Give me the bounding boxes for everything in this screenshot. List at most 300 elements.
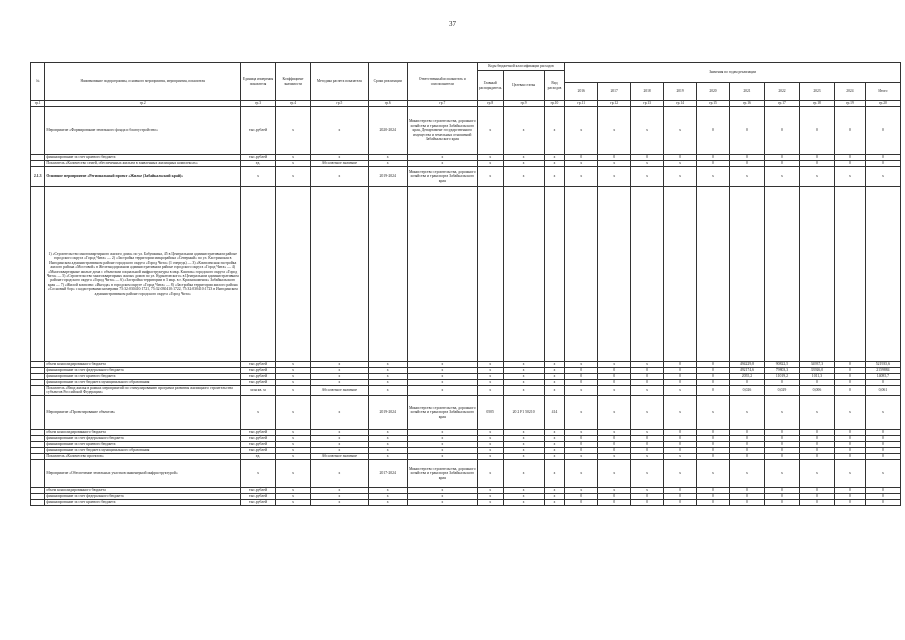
row-value: 0 bbox=[697, 107, 730, 155]
row-term: 2019-2024 bbox=[368, 395, 407, 429]
row-vr: х bbox=[544, 487, 565, 493]
header-col-number: гр.5 bbox=[311, 101, 369, 107]
header-term: Сроки реализации bbox=[368, 63, 407, 101]
header-year: 2018 bbox=[631, 83, 664, 101]
header-col-number: гр.11 bbox=[565, 101, 598, 107]
row-name: финансирование за счет краевого бюджета bbox=[45, 499, 241, 505]
row-value: 0 bbox=[565, 499, 598, 505]
row-name: финансирование за счет федерального бюджета bbox=[45, 493, 241, 499]
row-value: х bbox=[598, 395, 631, 429]
row-section: х bbox=[503, 362, 544, 368]
row-value: 0 bbox=[565, 368, 598, 374]
row-method: х bbox=[311, 441, 369, 447]
row-name: Мероприятие «Формирование земельного фонда и благоустройство» bbox=[45, 107, 241, 155]
row-value: х bbox=[565, 386, 598, 396]
row-coef: х bbox=[276, 374, 311, 380]
row-value: 0 bbox=[729, 493, 764, 499]
row-vr: х bbox=[544, 374, 565, 380]
table-row bbox=[31, 107, 901, 155]
row-term: х bbox=[368, 435, 407, 441]
row-method: х bbox=[311, 499, 369, 505]
row-section: х bbox=[503, 459, 544, 487]
row-value: 0,006 bbox=[799, 386, 834, 396]
header-year: 2017 bbox=[598, 83, 631, 101]
row-value: 0 bbox=[729, 380, 764, 386]
row-value: 0 bbox=[664, 499, 697, 505]
row-value: 0 bbox=[834, 374, 865, 380]
header-year: 2024 bbox=[834, 83, 865, 101]
row-method: х bbox=[311, 155, 369, 161]
row-value: 0 bbox=[834, 380, 865, 386]
header-col-number: гр.7 bbox=[407, 101, 477, 107]
row-coef: х bbox=[276, 459, 311, 487]
row-value: х bbox=[865, 395, 900, 429]
row-executor: х bbox=[407, 487, 477, 493]
row-value: 0 bbox=[799, 380, 834, 386]
row-executor: х bbox=[407, 429, 477, 435]
row-value: х bbox=[799, 167, 834, 187]
row-method: х bbox=[311, 435, 369, 441]
row-section: х bbox=[503, 161, 544, 167]
row-value: 494229,8 bbox=[729, 362, 764, 368]
row-value: 0 bbox=[799, 161, 834, 167]
table-header bbox=[31, 63, 901, 107]
row-value: 0 bbox=[764, 107, 799, 155]
row-value: х bbox=[631, 459, 664, 487]
row-value: 0 bbox=[865, 155, 900, 161]
row-value: х bbox=[565, 453, 598, 459]
row-value: 521935,6 bbox=[865, 362, 900, 368]
row-value: 0 bbox=[834, 155, 865, 161]
row-value: 0 bbox=[697, 155, 730, 161]
row-value: 0 bbox=[565, 441, 598, 447]
row-value: х bbox=[598, 167, 631, 187]
row-value: х bbox=[631, 161, 664, 167]
row-value: х bbox=[729, 459, 764, 487]
header-year: 2019 bbox=[664, 83, 697, 101]
row-executor: Министерство строительства, дорожного хозяйства и транспорта Забайкальского края bbox=[407, 395, 477, 429]
row-unit: тыс.рублей bbox=[241, 447, 276, 453]
row-value: х bbox=[565, 161, 598, 167]
row-value: х bbox=[865, 167, 900, 187]
row-executor: Министерство строительства, дорожного хозяйства и транспорта Забайкальского края bbox=[407, 459, 477, 487]
header-col-number: гр.13 bbox=[631, 101, 664, 107]
row-value: х bbox=[631, 453, 664, 459]
row-term: х bbox=[368, 362, 407, 368]
row-term: х bbox=[368, 441, 407, 447]
row-term: х bbox=[368, 374, 407, 380]
row-value: 0 bbox=[631, 380, 664, 386]
row-value: 0 bbox=[631, 447, 664, 453]
row-vr: х bbox=[544, 161, 565, 167]
row-section: х bbox=[503, 493, 544, 499]
header-values: Значения по годам реализации bbox=[565, 63, 901, 83]
row-term: 2019-2024 bbox=[368, 167, 407, 187]
row-value: 0 bbox=[598, 441, 631, 447]
header-name: Наименование подпрограммы, основного мероприятия, мероприятия, показателя bbox=[45, 63, 241, 101]
row-section: х bbox=[503, 453, 544, 459]
row-name: финансирование за счет краевого бюджета bbox=[45, 374, 241, 380]
page-number: 37 bbox=[449, 20, 456, 28]
row-value: 0 bbox=[729, 429, 764, 435]
row-value: 0 bbox=[565, 435, 598, 441]
row-value: х bbox=[598, 453, 631, 459]
row-term: х bbox=[368, 487, 407, 493]
row-method: х bbox=[311, 107, 369, 155]
row-value: 0 bbox=[799, 107, 834, 155]
table-body-text bbox=[31, 187, 901, 362]
row-value: 0 bbox=[697, 374, 730, 380]
header-unit: Единица измерения показателя bbox=[241, 63, 276, 101]
row-value: х bbox=[664, 161, 697, 167]
row-value: 0 bbox=[865, 493, 900, 499]
header-col-number: гр.14 bbox=[664, 101, 697, 107]
row-value: 0 bbox=[799, 493, 834, 499]
header-col-number: гр.12 bbox=[598, 101, 631, 107]
row-value: 0 bbox=[664, 374, 697, 380]
row-value: х bbox=[697, 167, 730, 187]
row-value: 0 bbox=[764, 441, 799, 447]
row-value: 0 bbox=[729, 499, 764, 505]
row-value: 0 bbox=[631, 368, 664, 374]
row-vr: х bbox=[544, 435, 565, 441]
row-method: х bbox=[311, 167, 369, 187]
row-value: 0 bbox=[598, 155, 631, 161]
row-value: 0 bbox=[764, 493, 799, 499]
row-value: 0 bbox=[865, 453, 900, 459]
row-value: 0 bbox=[697, 429, 730, 435]
row-value: х bbox=[764, 395, 799, 429]
row-grbs: 0505 bbox=[477, 395, 503, 429]
row-value: 0 bbox=[834, 386, 865, 396]
row-value: х bbox=[598, 386, 631, 396]
row-value: 0 bbox=[664, 380, 697, 386]
row-value: 0 bbox=[598, 374, 631, 380]
row-method: Абсолютное значение bbox=[311, 161, 369, 167]
row-grbs: х bbox=[477, 447, 503, 453]
row-value: 0 bbox=[865, 380, 900, 386]
row-vr: х bbox=[544, 380, 565, 386]
row-method: Абсолютное значение bbox=[311, 386, 369, 396]
row-value: 0 bbox=[834, 362, 865, 368]
row-value: 0 bbox=[834, 435, 865, 441]
row-number bbox=[31, 386, 45, 396]
row-unit: тыс.рублей bbox=[241, 493, 276, 499]
row-value: 0 bbox=[729, 453, 764, 459]
row-coef: х bbox=[276, 386, 311, 396]
header-col-number: гр.20 bbox=[865, 101, 900, 107]
row-grbs: х bbox=[477, 161, 503, 167]
row-value: 0 bbox=[664, 429, 697, 435]
row-value: 0 bbox=[865, 429, 900, 435]
row-value: х bbox=[834, 395, 865, 429]
row-value: х bbox=[664, 459, 697, 487]
row-value: х bbox=[631, 386, 664, 396]
row-value: 0 bbox=[697, 435, 730, 441]
row-value: 0 bbox=[764, 453, 799, 459]
row-value: 0 bbox=[764, 487, 799, 493]
row-section: х bbox=[503, 499, 544, 505]
row-value: 0 bbox=[697, 441, 730, 447]
row-number bbox=[31, 459, 45, 487]
header-vr: Вид расходов bbox=[544, 71, 565, 101]
header-col-number: гр.16 bbox=[729, 101, 764, 107]
row-value: 2055,2 bbox=[729, 374, 764, 380]
row-name: объем консолидированного бюджета bbox=[45, 429, 241, 435]
table-row bbox=[31, 499, 901, 505]
row-value: 0 bbox=[764, 429, 799, 435]
row-value: 0 bbox=[865, 435, 900, 441]
row-grbs: х bbox=[477, 374, 503, 380]
row-executor: Министерство строительства, дорожного хозяйства и транспорта Забайкальского края bbox=[407, 167, 477, 187]
row-value: х bbox=[729, 395, 764, 429]
row-value: 0 bbox=[834, 429, 865, 435]
row-value: х bbox=[565, 362, 598, 368]
row-unit: млн кв. м bbox=[241, 386, 276, 396]
row-term: х bbox=[368, 386, 407, 396]
row-grbs: х bbox=[477, 441, 503, 447]
row-vr: х bbox=[544, 362, 565, 368]
header-col-number: гр.15 bbox=[697, 101, 730, 107]
row-term: х bbox=[368, 380, 407, 386]
header-col-number: гр.4 bbox=[276, 101, 311, 107]
row-value: х bbox=[565, 107, 598, 155]
row-value: х bbox=[664, 107, 697, 155]
row-value: 0 bbox=[764, 161, 799, 167]
row-section: х bbox=[503, 167, 544, 187]
row-unit: тыс.рублей bbox=[241, 155, 276, 161]
row-value: 0 bbox=[697, 453, 730, 459]
row-name: финансирование за счет бюджета муниципального образования bbox=[45, 380, 241, 386]
row-section: х bbox=[503, 386, 544, 396]
row-coef: х bbox=[276, 435, 311, 441]
row-unit: тыс.рублей bbox=[241, 435, 276, 441]
row-value: 0 bbox=[834, 493, 865, 499]
row-value: 0 bbox=[729, 435, 764, 441]
row-grbs: х bbox=[477, 499, 503, 505]
header-executor: Ответственный исполнитель и соисполнители bbox=[407, 63, 477, 101]
row-value: 0 bbox=[834, 447, 865, 453]
row-value: х bbox=[664, 167, 697, 187]
row-coef: х bbox=[276, 161, 311, 167]
row-term: 2020-2024 bbox=[368, 107, 407, 155]
row-coef: х bbox=[276, 429, 311, 435]
table-row bbox=[31, 167, 901, 187]
row-grbs: х bbox=[477, 435, 503, 441]
row-value: х bbox=[631, 429, 664, 435]
row-name: Мероприятие «Обеспечение земельных участков инженерной инфраструктурой» bbox=[45, 459, 241, 487]
row-coef: х bbox=[276, 441, 311, 447]
row-name: Показатель «Количество проектов» bbox=[45, 453, 241, 459]
row-coef: х bbox=[276, 362, 311, 368]
row-term: х bbox=[368, 429, 407, 435]
row-value: х bbox=[664, 395, 697, 429]
row-value: х bbox=[598, 429, 631, 435]
row-coef: х bbox=[276, 380, 311, 386]
row-value: х bbox=[565, 167, 598, 187]
row-section: х bbox=[503, 368, 544, 374]
row-executor: х bbox=[407, 447, 477, 453]
row-value: х bbox=[834, 459, 865, 487]
row-executor: х bbox=[407, 386, 477, 396]
row-vr: х bbox=[544, 493, 565, 499]
row-vr: х bbox=[544, 453, 565, 459]
row-executor: х bbox=[407, 441, 477, 447]
row-vr: х bbox=[544, 441, 565, 447]
row-executor: х bbox=[407, 161, 477, 167]
row-section: 20 2 F1 50210 bbox=[503, 395, 544, 429]
row-method: х bbox=[311, 487, 369, 493]
row-term: х bbox=[368, 493, 407, 499]
row-value: 0 bbox=[729, 107, 764, 155]
row-name: финансирование за счет федерального бюджета bbox=[45, 368, 241, 374]
row-value: 0 bbox=[799, 499, 834, 505]
row-term: х bbox=[368, 155, 407, 161]
row-term: х bbox=[368, 499, 407, 505]
row-method: Абсолютное значение bbox=[311, 453, 369, 459]
row-value: 0 bbox=[834, 487, 865, 493]
header-col-number: гр.1 bbox=[31, 101, 45, 107]
row-grbs: х bbox=[477, 453, 503, 459]
row-value: 34937,3 bbox=[799, 362, 834, 368]
row-value: 0 bbox=[865, 107, 900, 155]
header-year: 2022 bbox=[764, 83, 799, 101]
row-section: х bbox=[503, 155, 544, 161]
row-value: 0 bbox=[565, 155, 598, 161]
header-col-number: гр.18 bbox=[799, 101, 834, 107]
row-executor: х bbox=[407, 453, 477, 459]
row-value: 0 bbox=[834, 499, 865, 505]
row-number bbox=[31, 107, 45, 155]
row-value: 0 bbox=[565, 493, 598, 499]
row-executor: х bbox=[407, 380, 477, 386]
row-grbs: х bbox=[477, 155, 503, 161]
row-coef: х bbox=[276, 447, 311, 453]
row-section: х bbox=[503, 487, 544, 493]
row-value: 0 bbox=[598, 435, 631, 441]
row-value: 0,026 bbox=[729, 386, 764, 396]
row-value: 0 bbox=[565, 447, 598, 453]
row-value: х bbox=[631, 487, 664, 493]
row-value: 0 bbox=[664, 441, 697, 447]
row-value: х bbox=[834, 167, 865, 187]
program-table bbox=[30, 62, 901, 506]
row-name: объем консолидированного бюджета bbox=[45, 487, 241, 493]
row-value: 0 bbox=[834, 368, 865, 374]
row-value: 0 bbox=[598, 368, 631, 374]
row-value: х bbox=[598, 161, 631, 167]
row-value: х bbox=[631, 395, 664, 429]
header-method: Методика расчета показателя bbox=[311, 63, 369, 101]
row-coef: х bbox=[276, 487, 311, 493]
row-value: х bbox=[631, 362, 664, 368]
header-col-number: гр.10 bbox=[544, 101, 565, 107]
row-value: 0 bbox=[664, 447, 697, 453]
row-unit: тыс.рублей bbox=[241, 441, 276, 447]
row-grbs: х bbox=[477, 429, 503, 435]
row-coef: х bbox=[276, 499, 311, 505]
row-executor: Министерство строительства, дорожного хозяйства и транспорта Забайкальского края, Департамент государственного имущества и земельных отношений Забайкальского края bbox=[407, 107, 477, 155]
row-value: 33926,0 bbox=[799, 368, 834, 374]
row-executor: х bbox=[407, 362, 477, 368]
row-value: 0 bbox=[565, 374, 598, 380]
row-value: х bbox=[865, 459, 900, 487]
row-number: 2.1.3 bbox=[31, 167, 45, 187]
header-col-number: гр.6 bbox=[368, 101, 407, 107]
row-executor: х bbox=[407, 435, 477, 441]
row-name: Показатель «Количество семей, обеспеченных жильем в заявленных жилищных комплексах» bbox=[45, 161, 241, 167]
row-method: х bbox=[311, 368, 369, 374]
table-body-top bbox=[31, 107, 901, 187]
row-unit: ед. bbox=[241, 453, 276, 459]
row-value: 0 bbox=[799, 487, 834, 493]
row-value: 0 bbox=[697, 386, 730, 396]
row-unit: тыс.рублей bbox=[241, 374, 276, 380]
row-unit: х bbox=[241, 459, 276, 487]
row-name: Показатель «Ввод жилья в рамках мероприятий по стимулированию программ развития жилищного строительства субъектов Российской Федерации» bbox=[45, 386, 241, 396]
header-section: Целевая статья bbox=[503, 71, 544, 101]
row-name: финансирование за счет краевого бюджета bbox=[45, 441, 241, 447]
row-vr: х bbox=[544, 167, 565, 187]
row-executor: х bbox=[407, 493, 477, 499]
row-value: 1011,3 bbox=[799, 374, 834, 380]
row-vr: х bbox=[544, 459, 565, 487]
row-vr: х bbox=[544, 107, 565, 155]
header-coef: Коэффициент значимости bbox=[276, 63, 311, 101]
header-num: № bbox=[31, 63, 45, 101]
row-coef: х bbox=[276, 493, 311, 499]
row-value: 0 bbox=[631, 499, 664, 505]
row-value: 0 bbox=[664, 435, 697, 441]
row-value: 0 bbox=[664, 487, 697, 493]
row-value: х bbox=[631, 107, 664, 155]
row-section: х bbox=[503, 435, 544, 441]
row-value: х bbox=[664, 386, 697, 396]
row-value: 2159884 bbox=[865, 368, 900, 374]
row-number bbox=[31, 395, 45, 429]
row-method: х bbox=[311, 459, 369, 487]
row-vr: х bbox=[544, 155, 565, 161]
row-grbs: х bbox=[477, 380, 503, 386]
row-vr: х bbox=[544, 499, 565, 505]
header-year: Итого bbox=[865, 83, 900, 101]
row-value: х bbox=[565, 395, 598, 429]
row-name: объем консолидированного бюджета bbox=[45, 362, 241, 368]
row-value: х bbox=[598, 362, 631, 368]
row-executor: х bbox=[407, 374, 477, 380]
row-unit: тыс.рублей bbox=[241, 107, 276, 155]
row-value: 0 bbox=[598, 493, 631, 499]
row-value: 0 bbox=[729, 161, 764, 167]
header-col-number: гр.17 bbox=[764, 101, 799, 107]
row-value: 0 bbox=[664, 155, 697, 161]
row-value: 0 bbox=[729, 487, 764, 493]
table-row bbox=[31, 395, 901, 429]
row-grbs: х bbox=[477, 107, 503, 155]
row-unit: тыс.рублей bbox=[241, 499, 276, 505]
row-value: х bbox=[799, 459, 834, 487]
row-term: х bbox=[368, 368, 407, 374]
row-value: 0 bbox=[764, 499, 799, 505]
row-value: 0 bbox=[799, 155, 834, 161]
row-value: х bbox=[729, 167, 764, 187]
row-value: 0 bbox=[729, 447, 764, 453]
row-section: х bbox=[503, 107, 544, 155]
row-method: х bbox=[311, 395, 369, 429]
row-value: 0 bbox=[799, 453, 834, 459]
row-name: финансирование за счет бюджета муниципального образования bbox=[45, 447, 241, 453]
row-vr: х bbox=[544, 386, 565, 396]
